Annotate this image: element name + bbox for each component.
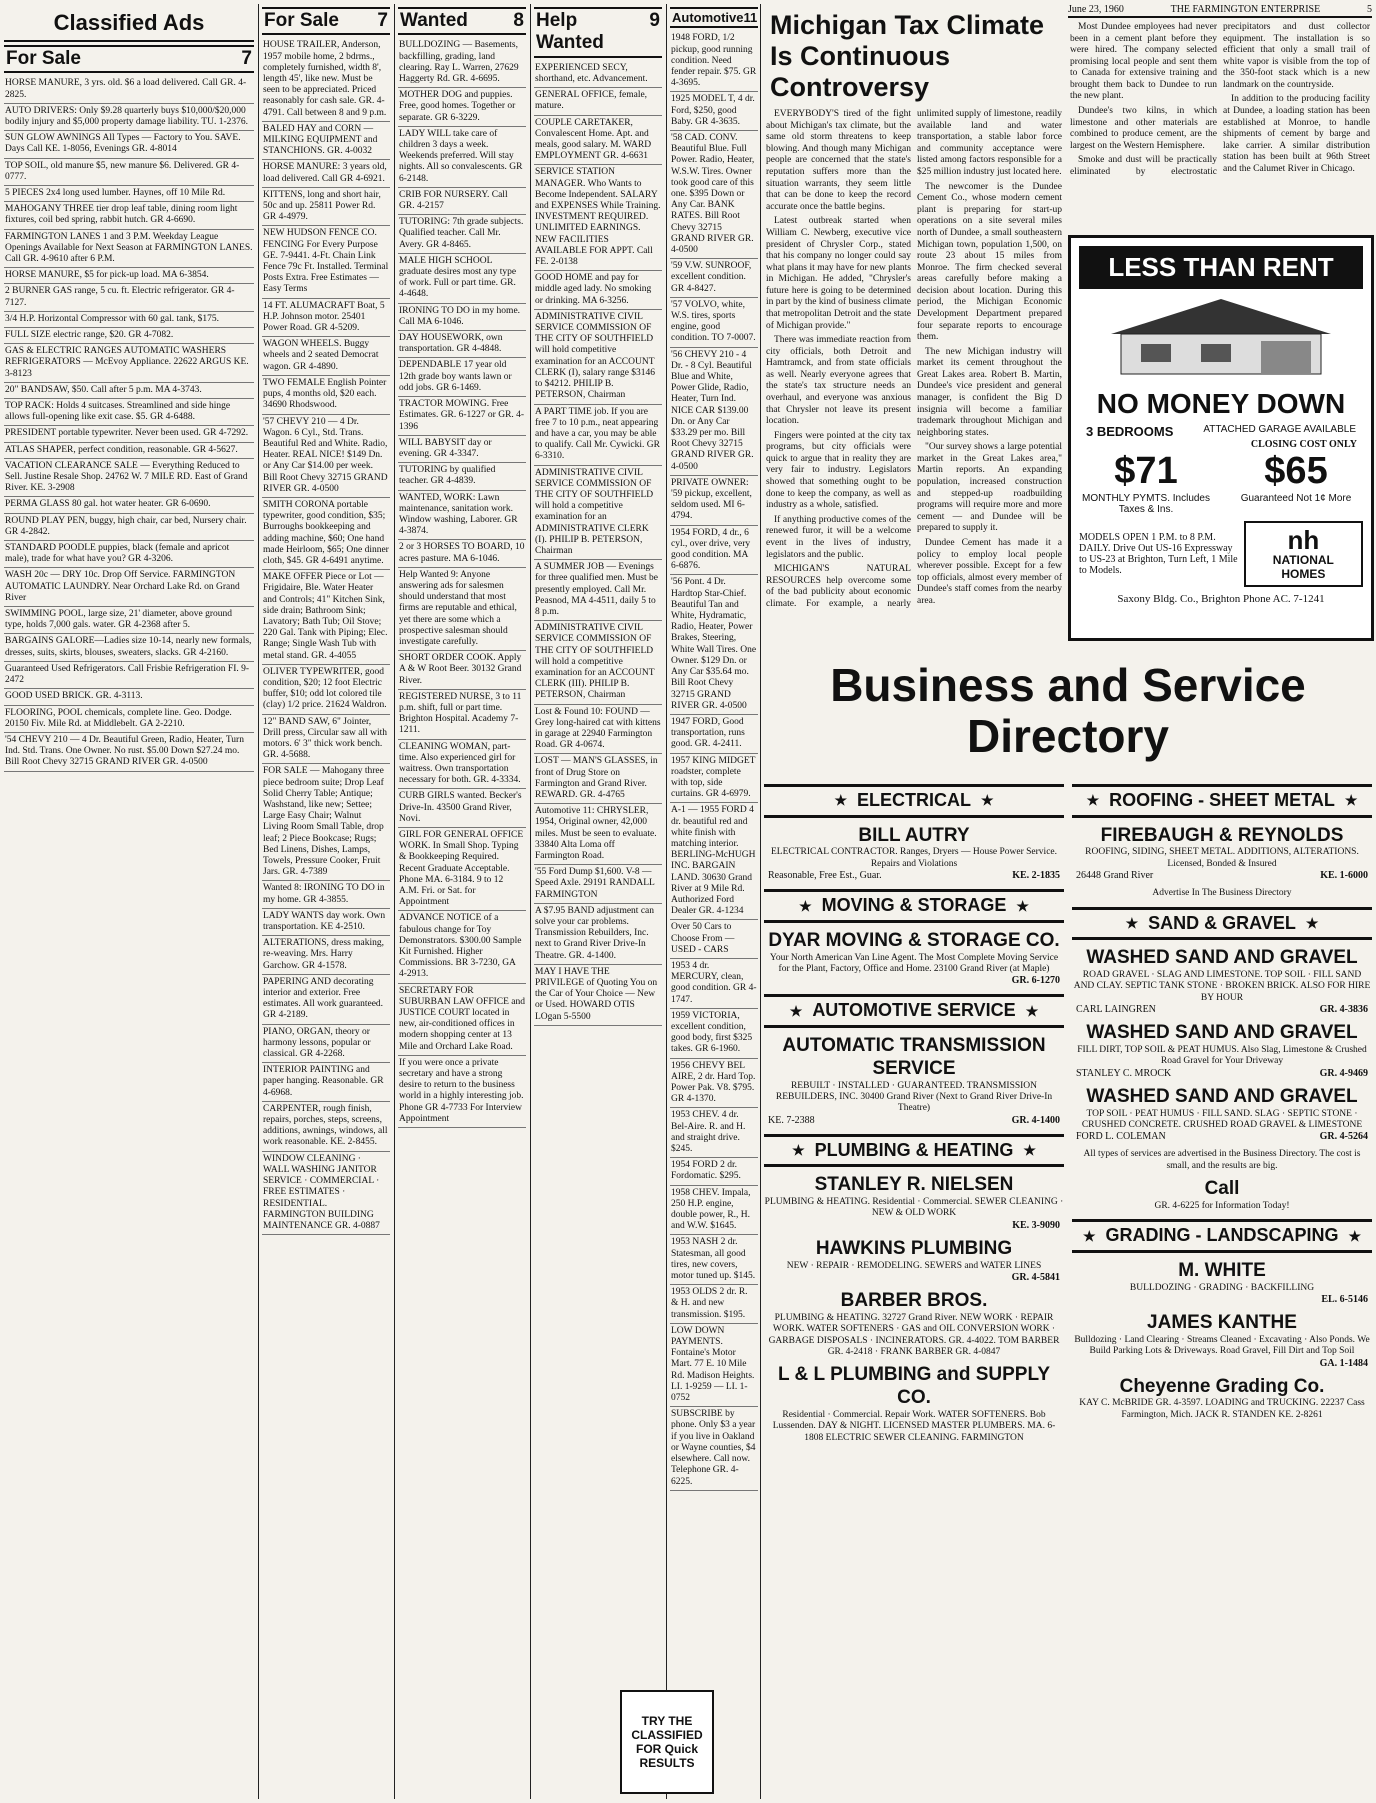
- business-name: STANLEY R. NIELSEN: [814, 1174, 1014, 1196]
- classified-ad: '56 Pont. 4 Dr. Hardtop Star-Chief. Beautiful Tan and White, Hydramatic, Radio, Heater, Power Brakes, Steering, White Wall Tires. One Owner. $129 Dn. or Any Car $35.64 mo. Bill Root Chevy 32715 GRAND RIVER GR. 4-0500: [670, 575, 758, 714]
- classified-ad: GIRL FOR GENERAL OFFICE WORK. In Small Shop. Typing & Bookkeeping Required. Recent Graduate Acceptable. Phone MA. 6-3184. 9 to 12 A.M. Fri. or Sat. for Appointment: [398, 828, 526, 911]
- classified-ad: SUN GLOW AWNINGS All Types — Factory to You. SAVE. Days Call KE. 1-8056, Evenings GR. 4-8014: [4, 131, 254, 158]
- classified-ad: CURB GIRLS wanted. Becker's Drive-In. 43500 Grand River, Novi.: [398, 789, 526, 828]
- section-head: For Sale 7: [262, 7, 390, 35]
- directory-entry: [1072, 1373, 1372, 1425]
- classified-ad: PRESIDENT portable typewriter. Never been used. GR 4-7292.: [4, 426, 254, 442]
- classified-ad: ROUND PLAY PEN, buggy, high chair, car bed, Nursery chair. GR 4-2842.: [4, 514, 254, 541]
- directory-section-head: ★ PLUMBING & HEATING ★: [764, 1134, 1064, 1168]
- star-icon: ★: [1348, 1227, 1362, 1244]
- classified-ad: TUTORING by qualified teacher. GR 4-4839.: [398, 463, 526, 490]
- directory-entry: [764, 927, 1064, 991]
- column-rule: [394, 4, 395, 1799]
- business-address: CARL LAINGREN: [1076, 1004, 1156, 1016]
- business-address: Reasonable, Free Est., Guar.: [768, 870, 882, 882]
- article-paragraph: The newcomer is the Dundee Cement Co., whose modern cement plant is preparing for start-up operations on a site several miles north of Dundee, a small southeastern Michigan town, population 1,500, on route 23 about 15 miles from Monroe. The firm checked several areas carefully before making a decision about location. During this period, the Michigan Economic Development Department prepared four separate reports to encourage them.: [917, 181, 1062, 343]
- article-paragraph: Fingers were pointed at the city tax programs, but city officials were quick to argue that in reality they are very fair to industry. Legislators showed that something ought to be done to keep the company, as well as industry as a whole, satisfied.: [766, 430, 911, 511]
- ad-list: [398, 38, 526, 1128]
- directory-section-head: ★ SAND & GRAVEL ★: [1072, 907, 1372, 941]
- classified-ad: WASH 20c — DRY 10c. Drop Off Service. FARMINGTON AUTOMATIC LAUNDRY. Near Orchard Lake Rd. on Grand River: [4, 568, 254, 607]
- column-rule: [258, 4, 259, 1799]
- classified-ad: 1948 FORD, 1/2 pickup, good running condition. Need fender repair. $75. GR 4-3695.: [670, 31, 758, 92]
- business-phone: KE. 1-6000: [1320, 870, 1368, 882]
- classified-ad: ADMINISTRATIVE CIVIL SERVICE COMMISSION OF THE CITY OF SOUTHFIELD will hold a competitive examination for an ACCOUNT CLERK (III). PHILIP B. PETERSON, Chairman: [534, 621, 662, 704]
- classified-ad: '58 CAD. CONV. Beautiful Blue. Full Power. Radio, Heater, W.S.W. Tires. Owner took good care of this one. $395 Down or Any Car. BANK RATES. Bill Root Chevy 32715 GRAND RIVER GR. 4-0500: [670, 131, 758, 259]
- classified-ad: 1953 4 dr. MERCURY, clean, good condition. GR 4-1747.: [670, 959, 758, 1009]
- business-details: NEW · REPAIR · REMODELING. SEWERS and WATER LINES: [786, 1260, 1042, 1271]
- article-paragraph: Most Dundee employees had never been in a cement plant before they were hired. The company selected promising local people and sent them to Canada for extensive training and brought them back to Dundee to run the new plant.: [1070, 22, 1217, 102]
- directory-left-column: [764, 780, 1064, 1795]
- classified-ad: A-1 — 1955 FORD 4 dr. beautiful red and white finish with matching interior. BERLING-McHUGH INC. BARGAIN LAND. 30630 Grand River at 9 Mile Rd. Authorized Ford Dealer GR. 4-1234: [670, 803, 758, 920]
- classified-ad: AUTO DRIVERS: Only $9.28 quarterly buys $10,000/$20,000 bodily injury and $5,000 property damage liability. TU. 1-2376.: [4, 104, 254, 131]
- business-details: TOP SOIL · PEAT HUMUS · FILL SAND. SLAG · SEPTIC STONE · CRUSHED CONCRETE. CRUSHED ROAD GRAVEL & LIMESTONE: [1081, 1108, 1363, 1130]
- business-address: FORD L. COLEMAN: [1076, 1131, 1166, 1143]
- classified-ad: TWO FEMALE English Pointer pups, 4 months old, $20 each. 34690 Rhodswood.: [262, 376, 390, 415]
- article: [764, 4, 1064, 644]
- classified-ad: GOOD HOME and pay for middle aged lady. No smoking or drinking. MA 6-3256.: [534, 271, 662, 310]
- directory-entry: [1072, 822, 1372, 886]
- section-head: For Sale 7: [4, 45, 254, 73]
- business-address: STANLEY C. MROCK: [1076, 1067, 1172, 1079]
- classified-promo-box: TRY THE CLASSIFIED FOR Quick RESULTS: [620, 1690, 714, 1794]
- classified-ad: A PART TIME job. If you are free 7 to 10 p.m., neat appearing and have a car, you may be able to qualify. Call Mr. Cywicki. GR 6-3310.: [534, 405, 662, 466]
- classified-ad: 1953 OLDS 2 dr. R. & H. and new transmission. $195.: [670, 1285, 758, 1324]
- business-details: ROAD GRAVEL · SLAG AND LIMESTONE. TOP SOIL · FILL SAND AND CLAY. SEPTIC TANK STONE · BROKEN BRICK. ALSO FOR HIRE BY HOUR: [1073, 969, 1371, 1003]
- business-name: WASHED SAND AND GRAVEL: [1086, 1022, 1358, 1044]
- classified-ad: DAY HOUSEWORK, own transportation. GR 4-4848.: [398, 331, 526, 358]
- classified-ad: TUTORING: 7th grade subjects. Qualified teacher. Call Mr. Avery. GR 4-8465.: [398, 215, 526, 254]
- business-details: ROOFING, SIDING, SHEET METAL. ADDITIONS, ALTERATIONS. Licensed, Bonded & Insured: [1085, 847, 1359, 869]
- classified-ad: LADY WILL take care of children 3 days a week. Weekends preferred. Will stay nights. All so convalescents. GR 6-2148.: [398, 127, 526, 188]
- classified-ad: IRONING TO DO in my home. Call MA 6-1046.: [398, 304, 526, 331]
- business-phone: GR. 4-5264: [1319, 1131, 1368, 1143]
- directory-entry: [1072, 1257, 1372, 1309]
- classified-ad: HORSE MANURE: 3 years old, load delivered. Call GR 4-6921.: [262, 160, 390, 187]
- classified-ad: DEPENDABLE 17 year old 12th grade boy wants lawn or odd jobs. GR 6-1469.: [398, 358, 526, 397]
- classified-ad: SHORT ORDER COOK. Apply A & W Root Beer. 30132 Grand River.: [398, 651, 526, 690]
- classified-ad: NEW HUDSON FENCE CO. FENCING For Every Purpose GE. 7-9441. 4-Ft. Chain Link Fence 79c Ft. Installed. Terminal Posts Extra. Free Estimates — Easy Terms: [262, 226, 390, 298]
- star-icon: ★: [792, 1142, 805, 1159]
- classified-ad: HORSE MANURE, 3 yrs. old. $6 a load delivered. Call GR. 4-2825.: [4, 76, 254, 103]
- business-details: PLUMBING & HEATING. Residential · Commercial. SEWER CLEANING · NEW & OLD WORK: [764, 1197, 1064, 1219]
- star-icon: ★: [1082, 1227, 1096, 1244]
- classified-column-1: [4, 4, 254, 1799]
- star-icon: ★: [834, 792, 847, 809]
- classified-ad: 1959 VICTORIA, excellent condition, good body, first $325 takes. GR 6-1960.: [670, 1009, 758, 1059]
- column-rule: [760, 4, 761, 1799]
- national-homes-ad: [1068, 235, 1374, 641]
- business-name: Call: [1204, 1178, 1240, 1200]
- classified-ad: '57 VOLVO, white, W.S. tires, sports engine, good condition. TO 7-0007.: [670, 298, 758, 348]
- directory-section-head: ★ MOVING & STORAGE ★: [764, 889, 1064, 923]
- classified-ad: SUBSCRIBE by phone. Only $3 a year if you live in Oakland or Wayne counties, $4 elsewhere. Call now. Telephone GR. 4-6225.: [670, 1407, 758, 1490]
- national-homes-logo: nh NATIONAL HOMES: [1244, 521, 1363, 587]
- star-icon: ★: [1305, 914, 1319, 931]
- business-name: WASHED SAND AND GRAVEL: [1086, 1085, 1358, 1107]
- business-name: BILL AUTRY: [858, 824, 970, 846]
- ad-list: [262, 38, 390, 1235]
- directory-entry: [764, 1287, 1064, 1361]
- article-paragraph: Latest outbreak started when William C. Newberg, executive vice president of Chrysler Corp., stated that his company no longer could say what plans it may have for new plants in Michigan. He added, "Chrysler's future here is going to be determined in part by the kind of business climate that metropolitan Detroit and the state of Michigan provide.": [766, 216, 911, 331]
- classified-ad: BULLDOZING — Basements, backfilling, grading, land clearing. Ray L. Warren, 27629 Haggerty Rd. GR. 4-6695.: [398, 38, 526, 88]
- business-address: KE. 7-2388: [768, 1114, 815, 1126]
- classified-ad: TOP RACK: Holds 4 suitcases. Streamlined and side hinge allows full-opening like exit case. $5. GR 4-6488.: [4, 399, 254, 426]
- star-icon: ★: [799, 897, 812, 914]
- classified-ad: MAKE OFFER Piece or Lot — Frigidaire, Ble. Water Heater and Controls; 41" Kitchen Sink, side drain; Bathroom Sink; Lavatory; Bath Tub; Oil Stove; 220 Gal. Tank with Piping; Elec. Range; Single Wash Tub with metal stand. GR. 4-4055: [262, 570, 390, 665]
- ad-list: [670, 31, 758, 1490]
- garage-label: ATTACHED GARAGE AVAILABLE: [1203, 424, 1356, 435]
- classified-column-5: [670, 4, 758, 1799]
- page-number: 5: [1366, 4, 1372, 15]
- business-phone: KE. 2-1835: [1012, 870, 1060, 882]
- paper-name: THE FARMINGTON ENTERPRISE: [1170, 4, 1321, 15]
- directory-entry: [1072, 1083, 1372, 1147]
- directory-entry: [1072, 1175, 1372, 1215]
- classified-ad: PRIVATE OWNER: '59 pickup, excellent, seldom used. MI 6-4794.: [670, 476, 758, 526]
- classified-ad: '55 Ford Dump $1,600. V-8 — Speed Axle. 29191 RANDALL FARMINGTON: [534, 865, 662, 904]
- classified-ad: ALTERATIONS, dress making, re-weaving. Mrs. Harry Garchow. GR 4-1578.: [262, 936, 390, 975]
- classified-ad: PERMA GLASS 80 gal. hot water heater. GR 6-0690.: [4, 497, 254, 513]
- section-head: Wanted 8: [398, 7, 526, 35]
- directory-title: Business and Service Directory: [830, 659, 1306, 762]
- classified-ad: Help Wanted 9: Anyone answering ads for salesmen should understand that most firms are reputable and ethical, yet there are some which a prospective salesman should investigate carefully.: [398, 568, 526, 651]
- article-paragraph: The new Michigan industry will market its cement throughout the Great Lakes area. Robert B. Martin, Dundee's vice president and general manager, is confident the Big D insignia will become a familiar trademark throughout Michigan and neighboring states.: [917, 346, 1062, 438]
- nh-logo-mark: nh: [1287, 525, 1320, 555]
- classified-ad: 2 BURNER GAS range, 5 cu. ft. Electric refrigerator. GR 4-7127.: [4, 284, 254, 311]
- classified-ad: SWIMMING POOL, large size, 21' diameter, above ground type, holds 7,000 gals. water. GR 4-2368 after 5.: [4, 607, 254, 634]
- classified-ad: COUPLE CARETAKER, Convalescent Home. Apt. and meals, good salary. M. WARD EMPLOYMENT GR. 4-6631: [534, 116, 662, 166]
- classified-ad: '54 CHEVY 210 — 4 Dr. Beautiful Green, Radio, Heater, Turn Ind. Std. Trans. One Owner. No rust. $5.00 Down $27.24 mo. Bill Root Chevy 32715 GRAND RIVER GR. 4-0500: [4, 733, 254, 772]
- classified-ad: OLIVER TYPEWRITER, good condition, $20; 12 foot Electric buffer, $10; odd lot colored tile (clay) 1/2 price. 21624 Waldron.: [262, 665, 390, 715]
- classified-ad: 2 or 3 HORSES TO BOARD, 10 acres pasture. MA 6-1046.: [398, 540, 526, 567]
- ad-banner: LESS THAN RENT: [1079, 246, 1363, 289]
- classified-ad: 1957 KING MIDGET roadster, complete with top, side curtains. GR 4-6979.: [670, 754, 758, 804]
- builder-contact: Saxony Bldg. Co., Brighton Phone AC. 7-1241: [1117, 593, 1325, 605]
- star-icon: ★: [1125, 914, 1139, 931]
- classified-ad: WILL BABYSIT day or evening. GR 4-3347.: [398, 436, 526, 463]
- classified-ad: LOW DOWN PAYMENTS. Fontaine's Motor Mart. 77 E. 10 Mile Rd. Madison Heights. LI. 1-9259 — LI. 1-0752: [670, 1324, 758, 1407]
- star-icon: ★: [1344, 792, 1358, 809]
- classified-ad: REGISTERED NURSE, 3 to 11 p.m. shift, full or part time. Brighton Hospital. Academy 7-1211.: [398, 690, 526, 740]
- business-phone: KE. 3-9090: [1012, 1219, 1060, 1231]
- no-money-down: NO MONEY DOWN: [1096, 388, 1346, 419]
- classified-ad: FOR SALE — Mahogany three piece bedroom suite; Drop Leaf Solid Cherry Table; Antique; Washstand, like new; Settee; Large Easy Chair; Walnut Living Room Small Table, drop leaf; 2 Piece Bookcase; Rugs; Bed Linens, Dishes, Lamps, Towels, Pressure Cooker, Fruit Jars. GR. 4-7389: [262, 764, 390, 881]
- classified-ad: ADVANCE NOTICE of a fabulous change for Toy Demonstrators. $300.00 Sample Kit Furnished. Higher Commissions. BR 3-7230, GA 4-2913.: [398, 911, 526, 983]
- business-phone: GR. 6-1270: [1011, 975, 1060, 987]
- article-paragraph: "Our survey shows a large potential market in the Great Lakes area," Martin reports. An expanding population, increased construction and stepped-up roadbuilding programs will require more and more cement — and Dundee will be prepared to supply it.: [917, 442, 1062, 534]
- classified-ad: MOTHER DOG and puppies. Free, good homes. Together or separate. GR 6-3229.: [398, 88, 526, 127]
- classified-ad: A $7.95 BAND adjustment can solve your car problems. Transmission Rebuilders, Inc. next to Grand River Drive-In Theatre. GR. 4-1400.: [534, 904, 662, 965]
- classified-ad: FULL SIZE electric range, $20. GR 4-7082.: [4, 328, 254, 344]
- classified-ad: CARPENTER, rough finish, repairs, porches, steps, screens, additions, awnings, windows, all work reasonable. KE. 2-8455.: [262, 1102, 390, 1152]
- ad-list: [534, 61, 662, 1026]
- closing-guarantee: Guaranteed Not 1¢ More: [1240, 493, 1352, 504]
- business-details: All types of services are advertised in the Business Directory. The cost is small, and the results are big.: [1083, 1149, 1361, 1171]
- classified-ad: GENERAL OFFICE, female, mature.: [534, 88, 662, 115]
- classified-column-4: [534, 4, 662, 1799]
- article-title: Michigan Tax Climate Is Continuous Controversy: [770, 10, 1045, 103]
- models-info: MODELS OPEN 1 P.M. to 8 P.M. DAILY. Drive Out US-16 Expressway to US-23 at Brighton, Turn Left, 1 Mile to Models.: [1079, 532, 1238, 576]
- classified-ad: MAY I HAVE THE PRIVILEGE of Quoting You on the Car of Your Choice — New or Used. HOWARD OTIS LOgan 5-5500: [534, 965, 662, 1026]
- business-details: KAY C. McBRIDE GR. 4-3597. LOADING and TRUCKING. 22237 Cass Farmington, Mich. JACK R. STANDEN KE. 2-8261: [1079, 1398, 1365, 1420]
- star-icon: ★: [1086, 792, 1100, 809]
- classified-ad: WINDOW CLEANING · WALL WASHING JANITOR SERVICE · COMMERCIAL · FREE ESTIMATES · RESIDENTIAL. FARMINGTON BUILDING MAINTENANCE GR. 4-0887: [262, 1152, 390, 1235]
- directory-entry: [1072, 1309, 1372, 1373]
- classified-ad: Lost & Found 10: FOUND — Grey long-haired cat with kittens in garage at 22940 Farmington Road. GR 4-0674.: [534, 705, 662, 755]
- classified-ad: 1954 FORD, 4 dr., 6 cyl., over drive, very good condition. MA 6-6876.: [670, 526, 758, 576]
- classified-ad: GAS & ELECTRIC RANGES AUTOMATIC WASHERS REFRIGERATORS — McEvoy Appliance. 22622 ARGUS KE. 3-8123: [4, 344, 254, 383]
- business-address: 26448 Grand River: [1076, 870, 1154, 882]
- column-rule: [666, 4, 667, 1799]
- classified-ad: WAGON WHEELS. Buggy wheels and 2 seated Democrat wagon. GR 4-4890.: [262, 337, 390, 376]
- article-paragraph: Smoke and dust will be practically eliminated by electrostatic precipitators and dust collector equipment. The installation is so efficient that only a small trail of white vapor is visible from the top of the 350-foot stack which is a new landmark on the countryside.: [1070, 22, 1370, 177]
- classified-ad: Wanted 8: IRONING TO DO in my home. GR 4-3855.: [262, 881, 390, 908]
- classified-ad: MAHOGANY THREE tier drop leaf table, dining room light fixtures, coil bed spring, rabbit hutch. GR 4-6690.: [4, 202, 254, 229]
- classified-ad: CLEANING WOMAN, part-time. Also experienced girl for waitress. Own transportation necessary for both. GR. 4-3334.: [398, 740, 526, 790]
- business-phone: GR. 4-1400: [1011, 1114, 1060, 1126]
- classified-ad: LADY WANTS day work. Own transportation. KE 4-2510.: [262, 909, 390, 936]
- business-details: PLUMBING & HEATING. 32727 Grand River. NEW WORK · REPAIR WORK. WATER SOFTENERS · GAS and OIL CONVERSION WORK · GARBAGE DISPOSALS · INCINERATORS. GR. 4-4022. TOM BARBER GR. 4-2418 · FRANK BARBER GR. 4-0847: [768, 1312, 1060, 1358]
- directory-entry: [764, 1032, 1064, 1130]
- classified-ad: STANDARD POODLE puppies, black (female and apricot male), trade for what have you? GR 4-3206.: [4, 541, 254, 568]
- classified-ad: CRIB FOR NURSERY. Call GR. 4-2157: [398, 188, 526, 215]
- business-details: REBUILT · INSTALLED · GUARANTEED. TRANSMISSION REBUILDERS, INC. 30400 Grand River (Next to Grand River Drive-In Theatre): [775, 1080, 1053, 1114]
- classified-title: Classified Ads: [4, 4, 254, 42]
- directory-entry: [1072, 944, 1372, 1019]
- directory-section-head: ★ AUTOMOTIVE SERVICE ★: [764, 994, 1064, 1028]
- business-details: ELECTRICAL CONTRACTOR. Ranges, Dryers — House Power Service. Repairs and Violations: [770, 847, 1058, 869]
- star-icon: ★: [981, 792, 994, 809]
- classified-ad: ADMINISTRATIVE CIVIL SERVICE COMMISSION OF THE CITY OF SOUTHFIELD will hold competitive examination for an ACCOUNT CLERK (I), salary range $3146 to $4212. PHILIP B. PETERSON, Chairman: [534, 310, 662, 405]
- classified-ad: 14 FT. ALUMACRAFT Boat, 5 H.P. Johnson motor. 25401 Power Road. GR 4-5209.: [262, 299, 390, 338]
- classified-ad: 3/4 H.P. Horizontal Compressor with 60 gal. tank, $175.: [4, 312, 254, 328]
- classified-ad: Over 50 Cars to Choose From — USED - CARS: [670, 920, 758, 959]
- directory-section-head: ★ GRADING - LANDSCAPING ★: [1072, 1219, 1372, 1253]
- directory-right-column: [1072, 780, 1372, 1795]
- classified-ad: KITTENS, long and short hair, 50c and up. 25811 Power Rd. GR 4-4979.: [262, 188, 390, 227]
- directory-section-head: ★ ELECTRICAL ★: [764, 784, 1064, 818]
- business-details: GR. 4-6225 for Information Today!: [1154, 1200, 1290, 1211]
- classified-ad: A SUMMER JOB — Evenings for three qualified men. Must be presently employed. Call Mr. Peasnod, MA 4-4511, daily 5 to 8 p.m.: [534, 560, 662, 621]
- classified-ad: ADMINISTRATIVE CIVIL SERVICE COMMISSION OF THE CITY OF SOUTHFIELD will hold a competitive examination for an ADMINISTRATIVE CLERK (I). PHILIP B. PETERSON, Chairman: [534, 466, 662, 561]
- business-name: FIREBAUGH & REYNOLDS: [1100, 824, 1344, 846]
- article-paragraph: MICHIGAN'S NATURAL RESOURCES help overcome some of the bad publicity about economic climate. For example, a nearly unlimited supply of limestone, readily available land and water transportation, a stable labor force and community acceptance were listed among factors responsible for a $25 million industry just located here.: [766, 109, 1062, 609]
- masthead: [1068, 4, 1372, 18]
- directory-entry: [764, 1235, 1064, 1287]
- classified-ad: '56 CHEVY 210 - 4 Dr. - 8 Cyl. Beautiful Blue and White, Power Glide, Radio, Heater, Turn Ind. NICE CAR $139.00 Dn. or Any Car $33.29 per mo. Bill Root Chevy 32715 GRAND RIVER GR. 4-0500: [670, 348, 758, 476]
- business-name: JAMES KANTHE: [1147, 1312, 1297, 1334]
- classified-ad: FARMINGTON LANES 1 and 3 P.M. Weekday League Openings Available for Next Season at FARMINGTON LANES. Call GR. 4-9610 after 6 P.M.: [4, 230, 254, 269]
- classified-ad: Guaranteed Used Refrigerators. Call Frisbie Refrigeration FI. 9-2472: [4, 662, 254, 689]
- classified-ad: SMITH CORONA portable typewriter, good condition, $35; Burroughs bookkeeping and adding machine, $60; One hand made Heirloom, $65; One dinner cloth, $45. GR 4-6491 anytime.: [262, 498, 390, 570]
- closing-price: $65: [1264, 450, 1328, 492]
- classified-ad: TRACTOR MOWING. Free Estimates. GR. 6-1227 or GR. 4-1396: [398, 397, 526, 436]
- article-paragraph: Dundee Cement has made it a policy to employ local people wherever possible. Except for a few top officials, almost every member of Dundee's staff comes from the nearby area.: [917, 537, 1062, 606]
- classified-ad: BARGAINS GALORE—Ladies size 10-14, nearly new formals, dresses, suits, skirts, blouses, sweaters, slacks. GR 4-2160.: [4, 634, 254, 661]
- star-icon: ★: [1016, 897, 1029, 914]
- classified-ad: 1954 FORD 2 dr. Fordomatic. $295.: [670, 1158, 758, 1185]
- article-paragraph: If anything productive comes of the renewed furor, it will be a welcome event in the lives of industry, legislators and the public.: [766, 514, 911, 560]
- classified-ad: VACATION CLEARANCE SALE — Everything Reduced to Sell. Justine Resale Shop. 24762 W. 7 MILE RD. East of Grand River. KE. 3-2908: [4, 459, 254, 498]
- classified-ad: HORSE MANURE, $5 for pick-up load. MA 6-3854.: [4, 268, 254, 284]
- ad-list: [4, 76, 254, 771]
- business-name: WASHED SAND AND GRAVEL: [1086, 947, 1358, 969]
- classified-ad: EXPERIENCED SECY, shorthand, etc. Advancement.: [534, 61, 662, 88]
- business-details: BULLDOZING · GRADING · BACKFILLING: [1129, 1282, 1315, 1293]
- classified-ad: 1958 CHEV. Impala, 250 H.P. engine, double power, R., H. and W.W. $1645.: [670, 1186, 758, 1236]
- directory-entry: [1072, 1019, 1372, 1083]
- business-phone: GR. 4-9469: [1319, 1067, 1368, 1079]
- classified-ad: 12" BAND SAW, 6" Jointer, Drill press, Circular saw all with motors. 6' 3" thick work bench. GR. 4-5688.: [262, 715, 390, 765]
- directory-entry: [764, 1171, 1064, 1235]
- classified-ad: GOOD USED BRICK. GR. 4-3113.: [4, 689, 254, 705]
- classified-ad: SERVICE STATION MANAGER. Who Wants to Become Independent. SALARY and EXPENSES While Training. INVESTMENT REQUIRED. UNLIMITED EARNINGS. NEW FACILITIES AVAILABLE FOR APPT. Call FE. 2-0138: [534, 165, 662, 271]
- classified-ad: SECRETARY FOR SUBURBAN LAW OFFICE and JUSTICE COURT located in new, air-conditioned offices in modern shopping center at 13 Mile and Orchard Lake Road.: [398, 984, 526, 1056]
- business-details: Residential · Commercial. Repair Work. WATER SOFTENERS. Bob Lussenden. DAY & NIGHT. LICENSED MASTER PLUMBERS. MA. 6-1808 ELECTRIC SEWER CLEANING. FARMINGTON: [772, 1410, 1056, 1443]
- classified-ad: 1953 CHEV. 4 dr. Bel-Aire. R. and H. and straight drive. $245.: [670, 1108, 758, 1158]
- classified-ad: If you were once a private secretary and have a strong desire to return to the business world in a highly interesting job. Phone GR 4-7733 For Interview Appointment: [398, 1056, 526, 1128]
- article-continued: [1068, 22, 1372, 232]
- classified-ad: BALED HAY and CORN — MILKING EQUIPMENT and STANCHIONS. GR. 4-0032: [262, 122, 390, 161]
- star-icon: ★: [1025, 1002, 1039, 1019]
- classified-ad: 1953 NASH 2 dr. Statesman, all good tires, new covers, motor tuned up. $145.: [670, 1235, 758, 1285]
- business-details: Advertise In The Business Directory: [1152, 888, 1292, 899]
- classified-ad: 1947 FORD, Good transportation, runs good. GR. 4-2411.: [670, 715, 758, 754]
- bedrooms-label: 3 BEDROOMS: [1085, 424, 1174, 439]
- classified-ad: PAPERING AND decorating interior and exterior. Free estimates. All work guaranteed. GR 4-2189.: [262, 975, 390, 1025]
- classified-column-3: [398, 4, 526, 1799]
- directory-section-head: ★ ROOFING - SHEET METAL ★: [1072, 784, 1372, 818]
- business-phone: EL. 6-5146: [1321, 1294, 1368, 1306]
- section-head: Automotive 11: [670, 7, 758, 28]
- classified-ad: TOP SOIL, old manure $5, new manure $6. Delivered. GR 4-0777.: [4, 159, 254, 186]
- business-name: L & L PLUMBING and SUPPLY CO.: [777, 1364, 1051, 1409]
- closing-cost-label: CLOSING COST ONLY: [1250, 439, 1357, 450]
- article-paragraph: There was immediate reaction from city officials, both Detroit and Hamtramck, and from state officials as well. Nearly everyone agrees that the state's tax structure needs an overhaul, and everyone was anxious that Chrysler not leave its present location.: [766, 335, 911, 427]
- monthly-label: MONTHLY PYMTS. Includes Taxes & Ins.: [1082, 493, 1210, 515]
- directory-entry: [764, 822, 1064, 886]
- star-icon: ★: [1023, 1142, 1036, 1159]
- monthly-price: $71: [1114, 450, 1178, 492]
- issue-date: June 23, 1960: [1068, 4, 1124, 15]
- section-head: Help Wanted 9: [534, 7, 662, 58]
- classified-ad: HOUSE TRAILER, Anderson, 1957 mobile home, 2 bdrms., completely furnished, width 8', length 45', like new. Must be seen to be appreciated. Priced reasonably for cash sale. GR. 4-4791. Call between 8 and 9 p.m.: [262, 38, 390, 121]
- classified-ad: WANTED, WORK: Lawn maintenance, sanitation work. Window washing, Laborer. GR 4-3874.: [398, 491, 526, 541]
- directory-entry: [764, 1361, 1064, 1447]
- classified-ad: 1925 MODEL T, 4 dr. Ford, $250, good Baby. GR 4-3635.: [670, 92, 758, 131]
- classified-ad: 1956 CHEVY BEL AIRE, 2 dr. Hard Top. Power Pak. V8. $795. GR 4-1370.: [670, 1059, 758, 1109]
- article-paragraph: EVERYBODY'S tired of the fight about Michigan's tax climate, but the same old storm threatens to keep blowing. And though many Michigan people are concerned that the state's reputation suffers more than the situation warrants, they seem little that can be done to keep the record accurate once the battle begins.: [766, 109, 911, 212]
- classified-ad: Automotive 11: CHRYSLER, 1954, Original owner, 42,000 miles. Must be seen to evaluate. 33840 Alta Loma off Farmington Road.: [534, 804, 662, 865]
- article-continuation: [1068, 22, 1372, 179]
- directory-entry: [1072, 885, 1372, 902]
- classified-ad: FLOORING, POOL chemicals, complete line. Geo. Dodge. 20150 Fiv. Mile Rd. at Middlebelt. GA 2-2210.: [4, 706, 254, 733]
- classified-ad: ATLAS SHAPER, perfect condition, reasonable. GR 4-5627.: [4, 443, 254, 459]
- classified-ad: MALE HIGH SCHOOL graduate desires most any type of work. Full or part time. GR. 4-4648.: [398, 254, 526, 304]
- article-paragraph: Dundee's two kilns, in which limestone and other materials are combined to produce cement, are the largest on the Western Hemisphere.: [1070, 106, 1217, 151]
- business-details: Your North American Van Line Agent. The Most Complete Moving Service for the Plant, Factory, Office and Home. 23100 Grand River (at Maple): [769, 952, 1059, 974]
- classified-ad: '57 CHEVY 210 — 4 Dr. Wagon. 6 Cyl., Std. Trans. Beautiful Red and White. Radio, Heater. REAL NICE! $149 Dn. or Any Car $14.00 per week. Bill Root Chevy 32715 GRAND RIVER GR. 4-0500: [262, 415, 390, 498]
- column-rule: [530, 4, 531, 1799]
- classified-ad: 20" BANDSAW, $50. Call after 5 p.m. MA 4-3743.: [4, 383, 254, 399]
- classified-ad: LOST — MAN'S GLASSES, in front of Drug Store on Farmington and Grand River. REWARD. GR. 4-4765: [534, 754, 662, 804]
- business-details: Bulldozing · Land Clearing · Streams Cleaned · Excavating · Also Ponds. We Build Parking Lots & Driveways. Road Gravel, Fill Dirt and Top Soil: [1074, 1334, 1370, 1357]
- business-name: BARBER BROS.: [840, 1290, 988, 1312]
- classified-ad: PIANO, ORGAN, theory or harmony lessons, popular or classical. GR 4-2268.: [262, 1025, 390, 1064]
- business-phone: GR. 4-5841: [1011, 1272, 1060, 1284]
- business-details: FILL DIRT, TOP SOIL & PEAT HUMUS. Also Slag, Limestone & Crushed Road Gravel for Your Driveway: [1077, 1044, 1367, 1067]
- business-name: AUTOMATIC TRANSMISSION SERVICE: [782, 1034, 1046, 1079]
- business-name: DYAR MOVING & STORAGE CO.: [768, 929, 1060, 951]
- business-phone: GR. 4-3836: [1319, 1004, 1368, 1016]
- classified-column-2: [262, 4, 390, 1799]
- star-icon: ★: [789, 1002, 803, 1019]
- article-paragraph: In addition to the producing facility at Dundee, a loading station has been established at Monroe, to handle shipments of cement by barge and lake carrier. A similar distribution station has been built at 96th Street and the Calumet River in Chicago.: [1223, 94, 1370, 174]
- house-illustration: [1091, 289, 1351, 379]
- business-phone: GA. 1-1484: [1319, 1357, 1368, 1369]
- classified-ad: '59 V.W. SUNROOF, excellent condition. GR 4-8427.: [670, 259, 758, 298]
- business-name: M. WHITE: [1178, 1259, 1266, 1281]
- business-name: HAWKINS PLUMBING: [815, 1237, 1013, 1259]
- article-body: [764, 109, 1064, 644]
- classified-ad: INTERIOR PAINTING and paper hanging. Reasonable. GR 4-6968.: [262, 1063, 390, 1102]
- classified-ad: 5 PIECES 2x4 long used lumber. Haynes, off 10 Mile Rd.: [4, 186, 254, 202]
- business-name: Cheyenne Grading Co.: [1119, 1375, 1325, 1397]
- directory-entry: [1072, 1146, 1372, 1175]
